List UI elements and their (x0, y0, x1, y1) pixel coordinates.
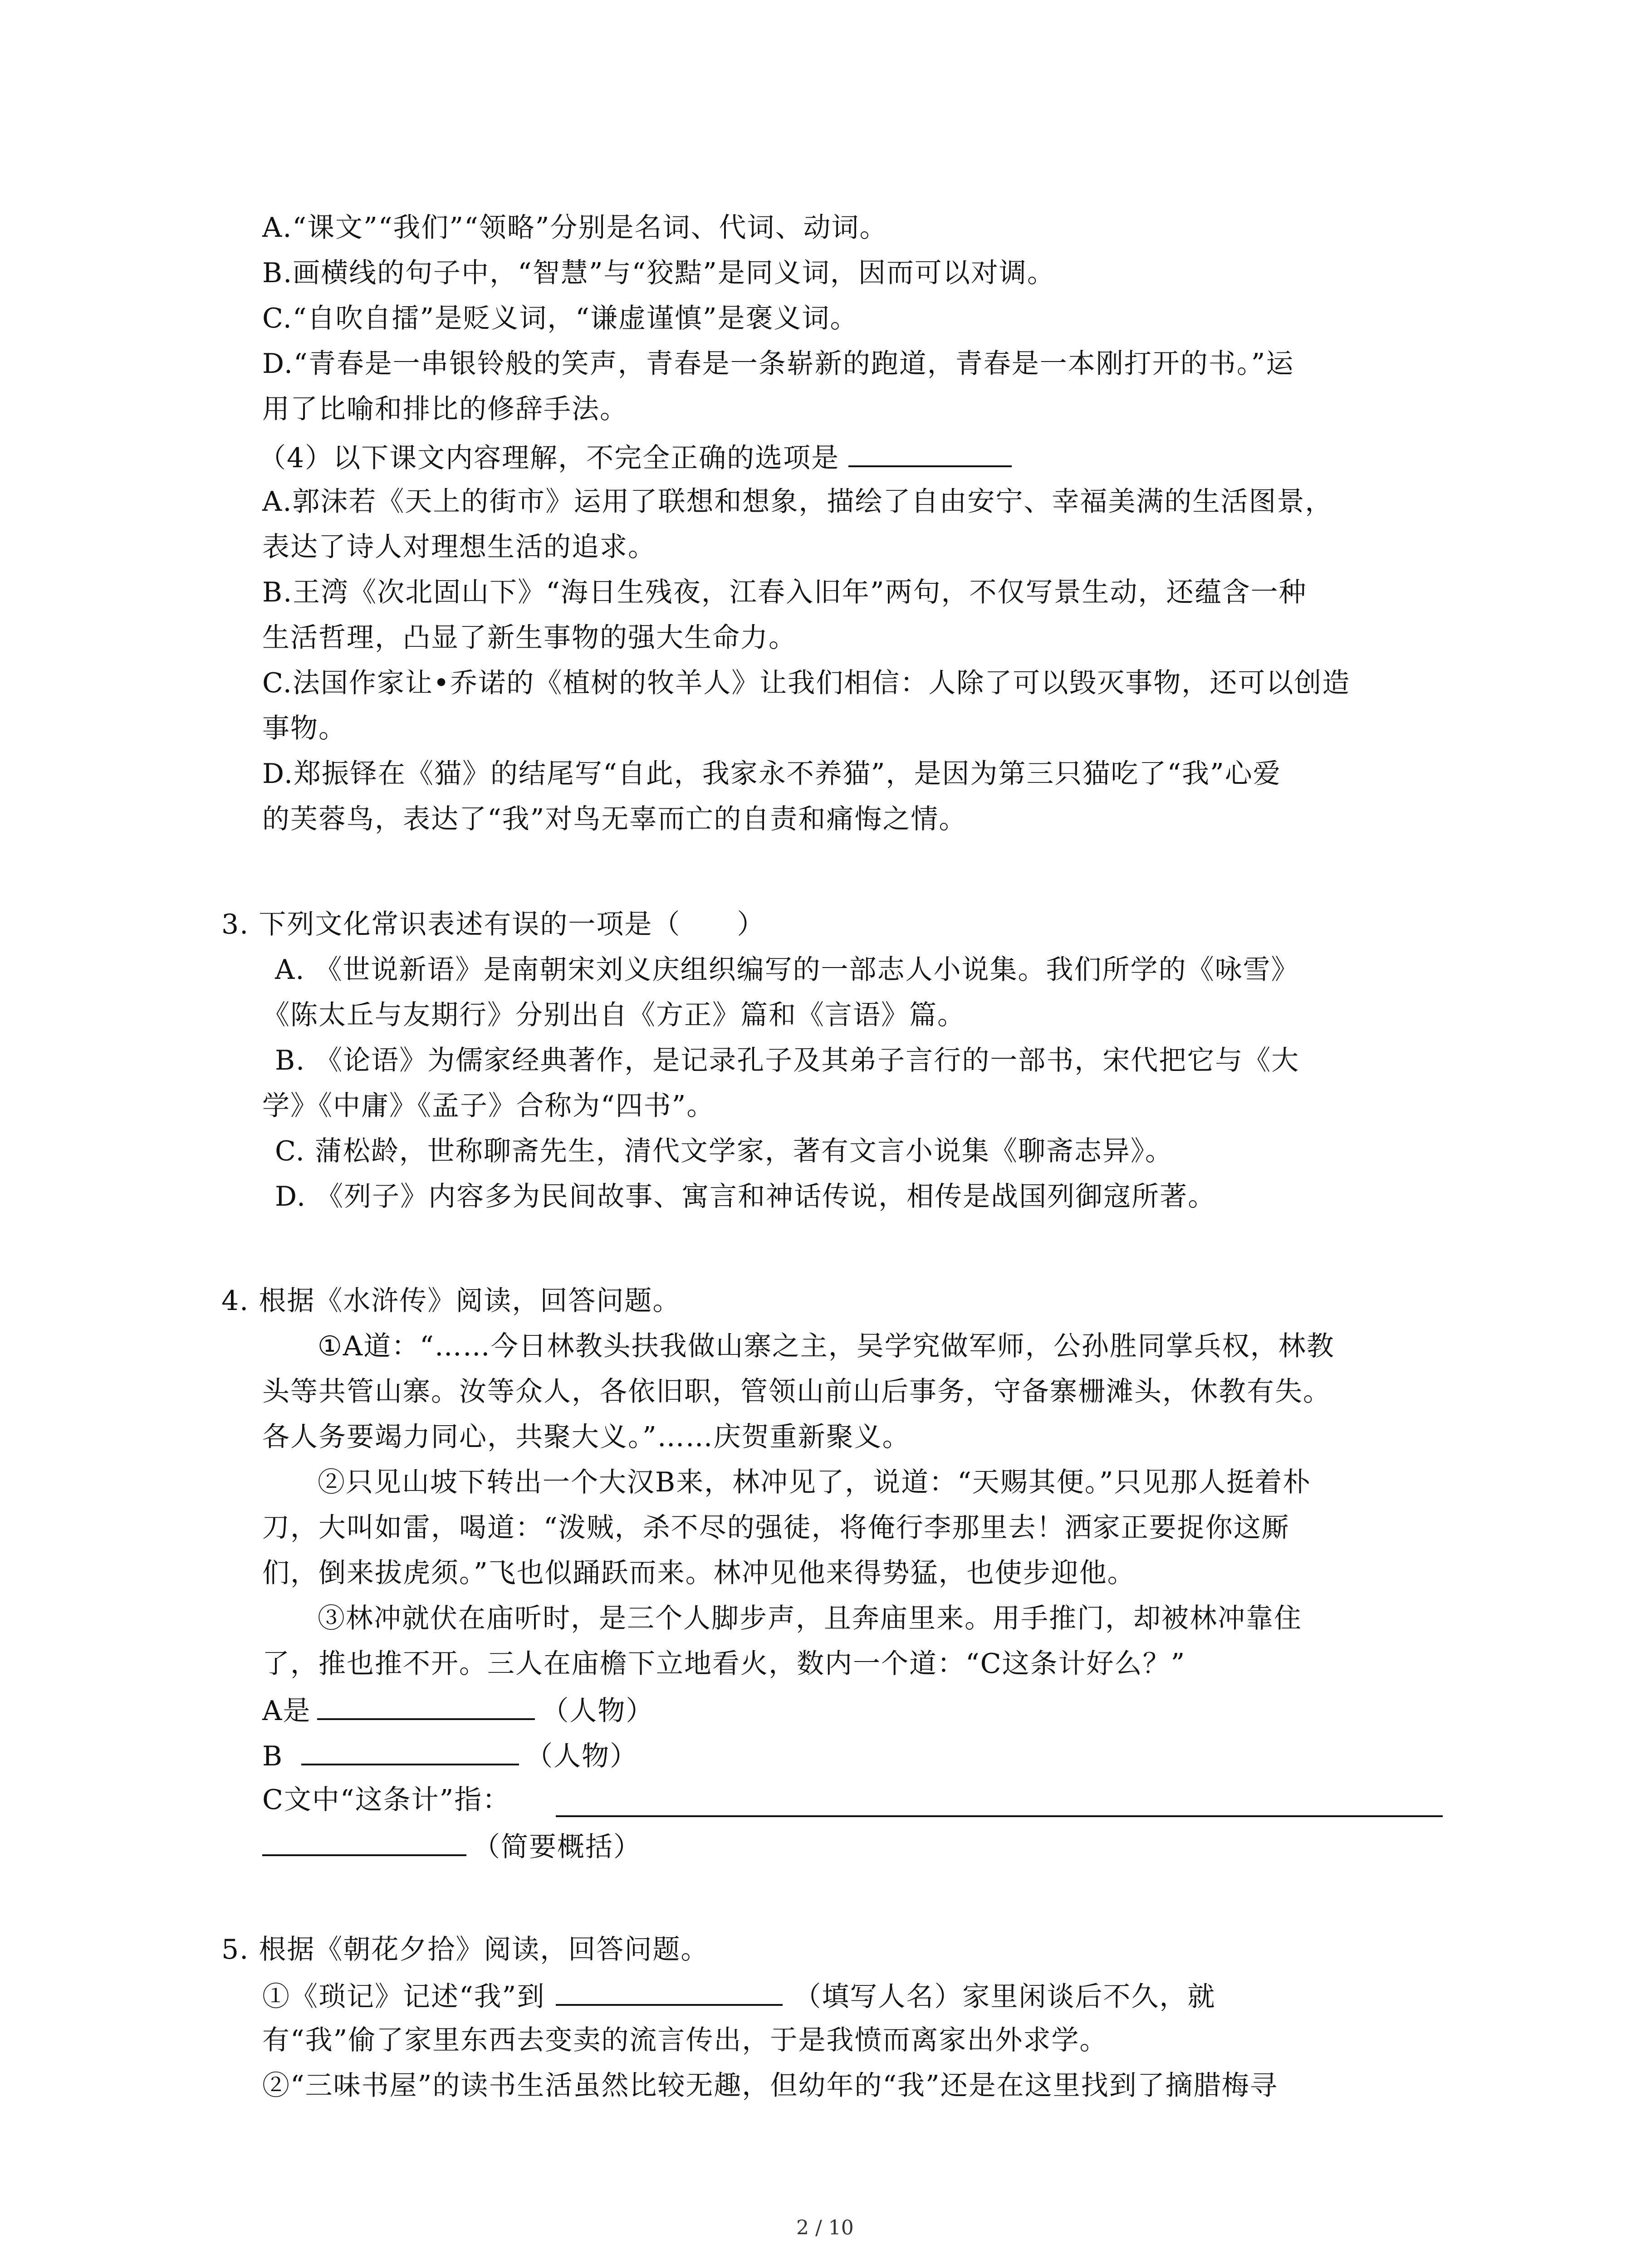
q3-option-b-cont: 学》《中庸》《孟子》合称为“四书”。 (262, 1090, 715, 1122)
q4-passage-2b: 刀，大叫如雷，喝道：“泼贼，杀不尽的强徒，将俺行李那里去！洒家正要捉你这厮 (262, 1512, 1290, 1544)
q3-option-a-cont: 《陈太丘与友期行》分别出自《方正》篇和《言语》篇。 (262, 999, 965, 1031)
q2-4-option-b: B.王湾《次北固山下》“海日生残夜，江春入旧年”两句，不仅写景生动，还蕴含一种 (262, 577, 1307, 608)
q4-passage-3b: 了，推也推不开。三人在庙檐下立地看火，数内一个道：“C这条计好么？” (262, 1648, 1186, 1680)
q5-line-2: 有“我”偷了家里东西去变卖的流言传出，于是我愤而离家出外求学。 (262, 2024, 1108, 2056)
q3-option-c: C. 蒲松龄，世称聊斋先生，清代文学家，著有文言小说集《聊斋志异》。 (275, 1135, 1173, 1167)
q4-answer-a: A是 （人物） (262, 1691, 654, 1729)
q4-answer-c: C文中“这条计”指： (262, 1784, 511, 1816)
q2-4-option-c: C.法国作家让•乔诺的《植树的牧羊人》让我们相信：人除了可以毁灭事物，还可以创造 (262, 667, 1351, 699)
q2-4-stem: （4）以下课文内容理解，不完全正确的选项是 (259, 438, 1012, 476)
q4-passage-1c: 各人务要竭力同心，共聚大义。”……庆贺重新聚义。 (262, 1421, 911, 1453)
q4-passage-2: ②只见山坡下转出一个大汉B来，林冲见了，说道：“天赐其便。”只见那人挺着朴 (318, 1466, 1311, 1498)
q2-3-option-b: B.画横线的句子中，“智慧”与“狡黠”是同义词，因而可以对调。 (262, 257, 1055, 289)
q5-line-3: ②“三味书屋”的读书生活虽然比较无趣，但幼年的“我”还是在这里找到了摘腊梅寻 (262, 2070, 1278, 2102)
page-number: 2 / 10 (796, 2216, 854, 2239)
q2-3-option-d-cont: 用了比喻和排比的修辞手法。 (262, 393, 628, 425)
q3-stem: 3. 下列文化常识表述有误的一项是（ ） (221, 909, 765, 940)
q5-name-blank[interactable] (556, 1977, 783, 2006)
q3-option-a: A. 《世说新语》是南朝宋刘义庆组织编写的一部志人小说集。我们所学的《咏雪》 (275, 954, 1299, 986)
q2-3-option-a: A.“课文”“我们”“领略”分别是名词、代词、动词。 (262, 212, 888, 244)
q2-4-option-a: A.郭沫若《天上的街市》运用了联想和想象，描绘了自由安宁、幸福美满的生活图景， (262, 486, 1333, 518)
q4-passage-1: ①A道：“……今日林教头扶我做山寨之主，吴学究做军师，公孙胜同掌兵权，林教 (318, 1330, 1335, 1362)
q2-4-answer-blank[interactable] (848, 438, 1012, 467)
q3-option-b: B. 《论语》为儒家经典著作，是记录孔子及其弟子言行的一部书，宋代把它与《大 (275, 1045, 1300, 1076)
q2-4-option-b-cont: 生活哲理，凸显了新生事物的强大生命力。 (262, 622, 797, 654)
q4-passage-3: ③林冲就伏在庙听时，是三个人脚步声，且奔庙里来。用手推门，却被林冲靠住 (318, 1603, 1302, 1634)
q4-blank-c[interactable] (556, 1815, 1443, 1817)
q4-passage-1b: 头等共管山寨。汝等众人，各依旧职，管领山前山后事务，守备寨栅滩头，休教有失。 (262, 1376, 1331, 1408)
q4-stem: 4. 根据《水浒传》阅读，回答问题。 (221, 1285, 681, 1317)
q2-4-option-d: D.郑振铎在《猫》的结尾写“自此，我家永不养猫”，是因为第三只猫吃了“我”心爱 (262, 758, 1281, 790)
q4-blank-c-cont[interactable] (262, 1827, 466, 1856)
q2-3-option-c: C.“自吹自擂”是贬义词，“谦虚谨慎”是褒义词。 (262, 303, 858, 334)
q2-4-option-a-cont: 表达了诗人对理想生活的追求。 (262, 531, 656, 563)
q4-blank-b[interactable] (301, 1736, 519, 1765)
q4-answer-c-cont: （简要概括） (262, 1827, 642, 1865)
q5-stem: 5. 根据《朝花夕拾》阅读，回答问题。 (221, 1934, 709, 1965)
q4-answer-b: B （人物） (262, 1736, 638, 1774)
q2-4-option-c-cont: 事物。 (262, 713, 347, 744)
q5-line-1: ①《琐记》记述“我”到 （填写人名）家里闲谈后不久，就 (262, 1977, 1215, 2015)
q2-3-option-d: D.“青春是一串银铃般的笑声，青春是一条崭新的跑道，青春是一本刚打开的书。”运 (262, 348, 1294, 380)
q4-blank-a[interactable] (317, 1691, 535, 1720)
q4-passage-2c: 们，倒来拔虎须。”飞也似踊跃而来。林冲见他来得势猛，也使步迎他。 (262, 1557, 1136, 1589)
q3-option-d: D. 《列子》内容多为民间故事、寓言和神话传说，相传是战国列御寇所著。 (275, 1181, 1216, 1212)
q2-4-option-d-cont: 的芙蓉鸟，表达了“我”对鸟无辜而亡的自责和痛悔之情。 (262, 803, 967, 835)
